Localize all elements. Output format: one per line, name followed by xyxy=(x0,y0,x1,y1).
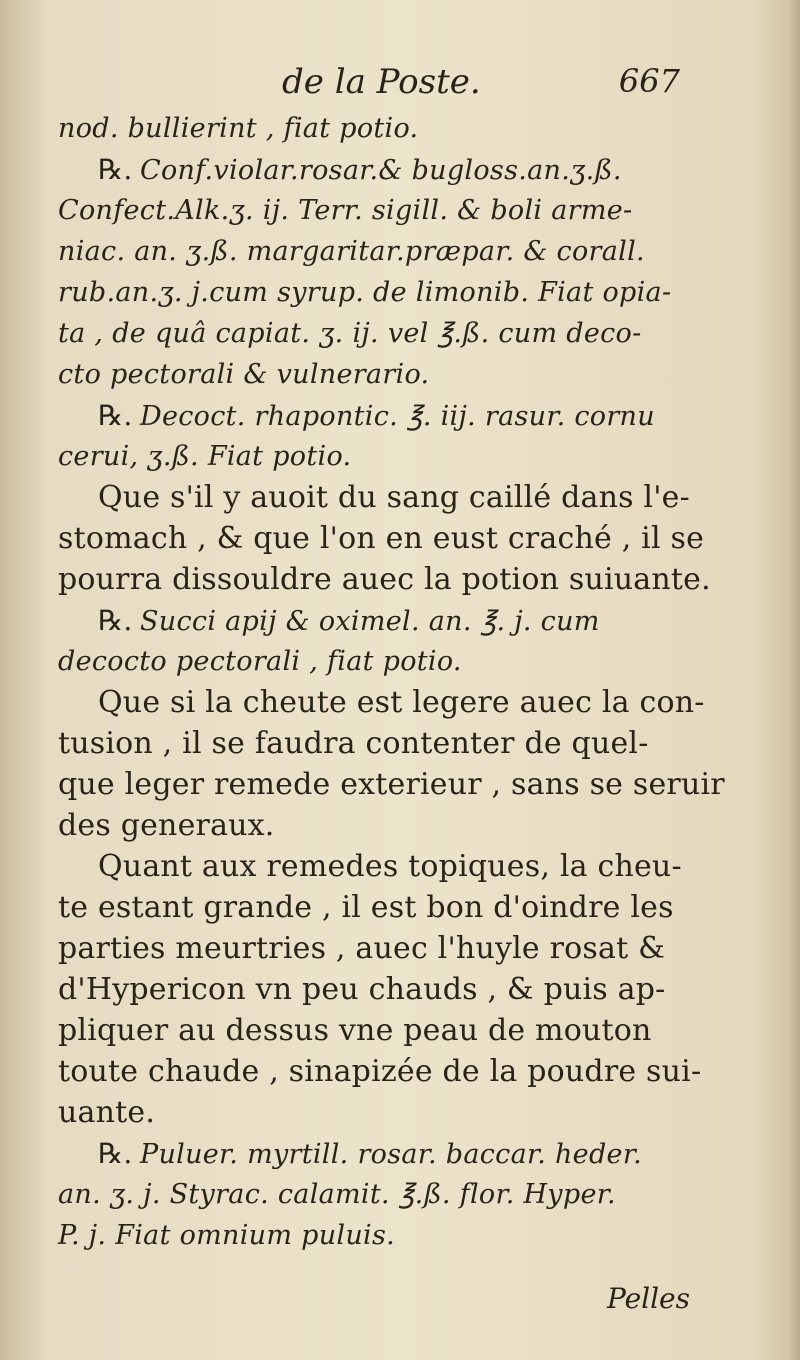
page-edge xyxy=(786,0,800,1360)
line-text: Quant aux remedes topiques, la cheu- xyxy=(98,849,682,884)
line-text: Confect.Alk.ʒ. ij. Terr. sigill. & boli arme- xyxy=(58,195,633,226)
text-line xyxy=(58,354,678,395)
text-line xyxy=(58,928,678,969)
text-line xyxy=(58,600,678,641)
line-text: decocto pectorali , fiat potio. xyxy=(58,646,462,677)
line-text: Succi apij & oximel. an. ℥. j. cum xyxy=(140,606,600,637)
text-line xyxy=(58,1133,678,1174)
recipe-symbol: ℞. xyxy=(98,153,133,186)
text-line xyxy=(58,477,690,518)
line-text: Que s'il y auoit du sang caillé dans l'e- xyxy=(98,480,690,515)
line-text: niac. an. ʒ.ß. margaritar.præpar. & corall. xyxy=(58,236,645,267)
recipe-symbol: ℞. xyxy=(98,399,133,432)
text-line xyxy=(58,887,678,928)
line-text: parties meurtries , auec l'huyle rosat & xyxy=(58,931,665,966)
text-line xyxy=(58,1174,678,1215)
text-line xyxy=(58,1051,702,1092)
line-text: nod. bullierint , fiat potio. xyxy=(58,113,419,144)
text-line xyxy=(58,641,678,682)
line-text: rub.an.ʒ. j.cum syrup. de limonib. Fiat opia- xyxy=(58,277,672,308)
line-text: stomach , & que l'on en eust craché , il se xyxy=(58,521,705,556)
line-text: cto pectorali & vulnerario. xyxy=(58,359,430,390)
text-line xyxy=(58,190,678,231)
text-line xyxy=(58,682,705,723)
text-line xyxy=(58,723,678,764)
line-text: Puluer. myrtill. rosar. baccar. heder. xyxy=(140,1139,642,1170)
line-text: an. ʒ. j. Styrac. calamit. ℥.ß. flor. Hyper. xyxy=(58,1179,616,1210)
line-text: tusion , il se faudra contenter de quel- xyxy=(58,726,649,761)
line-text: que leger remede exterieur , sans se seruir xyxy=(58,767,725,802)
text-line xyxy=(58,1215,678,1256)
recipe-symbol: ℞. xyxy=(98,1137,133,1170)
running-head: de la Poste. xyxy=(282,62,481,102)
text-line xyxy=(58,272,678,313)
line-text: pourra dissouldre auec la potion suiuante. xyxy=(58,562,711,597)
line-text: des generaux. xyxy=(58,808,275,843)
text-line xyxy=(58,846,682,887)
line-text: P. j. Fiat omnium puluis. xyxy=(58,1220,396,1251)
line-text: Decoct. rhapontic. ℥. iij. rasur. cornu xyxy=(140,401,655,432)
text-line xyxy=(58,149,678,190)
text-line xyxy=(58,436,678,477)
text-line xyxy=(58,969,678,1010)
text-line xyxy=(58,395,678,436)
text-line xyxy=(58,559,711,600)
line-text: ta , de quâ capiat. ʒ. ij. vel ℥.ß. cum deco- xyxy=(58,318,642,349)
text-line xyxy=(58,313,678,354)
line-text: Que si la cheute est legere auec la con- xyxy=(98,685,705,720)
line-text: toute chaude , sinapizée de la poudre sui- xyxy=(58,1054,702,1089)
text-line xyxy=(58,518,705,559)
line-text: pliquer au dessus vne peau de mouton xyxy=(58,1013,652,1048)
line-text: te estant grande , il est bon d'oindre les xyxy=(58,890,674,925)
text-line xyxy=(58,764,725,805)
text-line xyxy=(58,805,678,846)
recipe-symbol: ℞. xyxy=(98,604,133,637)
text-line xyxy=(58,1092,678,1133)
line-text: d'Hypericon vn peu chauds , & puis ap- xyxy=(58,972,666,1007)
line-text: cerui, ʒ.ß. Fiat potio. xyxy=(58,441,352,472)
text-line xyxy=(58,1010,678,1051)
page-number: 667 xyxy=(618,62,680,100)
line-text: Conf.violar.rosar.& bugloss.an.ʒ.ß. xyxy=(140,155,622,186)
line-text: uante. xyxy=(58,1095,156,1130)
page-header xyxy=(0,62,800,112)
body-text xyxy=(58,108,725,1256)
text-line xyxy=(58,108,678,149)
catchword: Pelles xyxy=(606,1282,690,1315)
text-line xyxy=(58,231,678,272)
